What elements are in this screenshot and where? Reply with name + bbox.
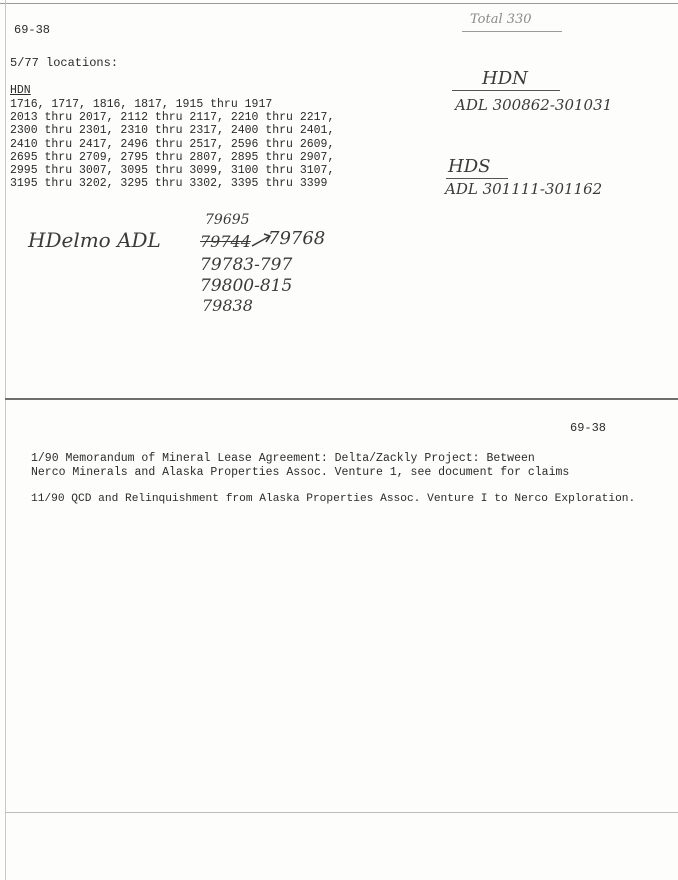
adl-number-line-3: 79800-815: [200, 276, 293, 296]
hdn-adl-range: ADL 300862-301031: [455, 96, 613, 114]
hdn-handwritten-underline: [452, 90, 560, 91]
total-note: Total 330: [470, 12, 532, 27]
card-top-edge: [0, 3, 678, 4]
location-line: 3195 thru 3202, 3295 thru 3302, 3395 thru 3399: [10, 177, 328, 191]
locations-heading: 5/77 locations:: [10, 56, 119, 70]
file-number-bottom: 69-38: [570, 421, 607, 435]
location-list: [10, 98, 334, 190]
qcd-relinquishment-entry: 11/90 QCD and Relinquishment from Alaska Properties Assoc. Venture I to Nerco Exploration.: [31, 493, 636, 505]
memorandum-entry-line-2: Nerco Minerals and Alaska Properties Assoc. Venture 1, see document for claims: [31, 466, 570, 479]
adl-number-line-2: 79783-797: [200, 255, 293, 275]
hdn-handwritten-heading: HDN: [482, 68, 528, 89]
location-line: 1716, 1717, 1816, 1817, 1915 thru 1917: [10, 98, 273, 111]
hds-handwritten-underline: [446, 178, 508, 179]
location-line: 2300 thru 2301, 2310 thru 2317, 2400 thru 2401,: [10, 124, 335, 138]
total-underline: [462, 31, 562, 32]
location-line: 2995 thru 3007, 3095 thru 3099, 3100 thru 3107,: [10, 164, 335, 178]
hdelmo-number-above: 79695: [205, 212, 250, 228]
hds-adl-range: ADL 301111-301162: [445, 180, 603, 198]
memorandum-entry-line-1: 1/90 Memorandum of Mineral Lease Agreement: Delta/Zackly Project: Between: [31, 452, 535, 465]
hdelmo-range-end: 79768: [268, 228, 326, 249]
hdelmo-number-crossed: 79744: [200, 232, 251, 251]
adl-number-line-4: 79838: [202, 296, 253, 315]
card-divider: [5, 398, 678, 400]
file-number-top: 69-38: [14, 23, 51, 37]
hdelmo-adl-label: HDelmo ADL: [28, 228, 161, 252]
arrow-icon: [250, 228, 274, 252]
hdn-label: HDN: [10, 84, 31, 97]
location-line: 2013 thru 2017, 2112 thru 2117, 2210 thru 2217,: [10, 111, 335, 125]
location-line: 2695 thru 2709, 2795 thru 2807, 2895 thru 2907,: [10, 150, 335, 164]
hds-handwritten-heading: HDS: [448, 156, 491, 177]
card-bottom-edge: [5, 812, 678, 813]
card-left-edge: [5, 0, 6, 880]
location-line: 2410 thru 2417, 2496 thru 2517, 2596 thru 2609,: [10, 137, 335, 151]
